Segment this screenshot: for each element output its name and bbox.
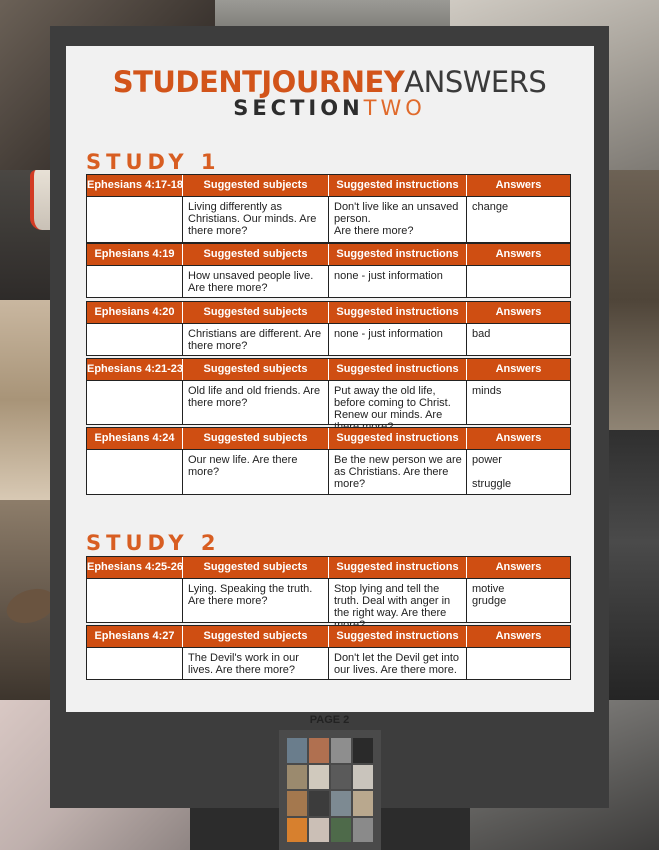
answers-header: Answers xyxy=(495,179,542,191)
instructions-cell: Don't let the Devil get into our lives. Are there more. xyxy=(329,648,467,679)
passage-header: Ephesians 4:21-23 xyxy=(87,359,183,380)
instructions-header: Suggested instructions xyxy=(329,557,467,578)
answers-header: Answers xyxy=(495,432,542,444)
collage-thumbnail xyxy=(279,730,381,850)
study2-table-1 xyxy=(86,556,571,623)
subjects-cell: The Devil's work in our lives. Are there more? xyxy=(183,648,329,679)
subjects-cell: Living differently as Christians. Our minds. Are there more? xyxy=(183,197,329,242)
study1-table-5 xyxy=(86,427,571,495)
thumbnail-tile xyxy=(287,738,307,763)
passage-header: Ephesians 4:19 xyxy=(87,244,183,265)
thumbnail-tile xyxy=(309,765,329,790)
table-header xyxy=(87,244,570,265)
instructions-header: Suggested instructions xyxy=(329,626,467,647)
table-header xyxy=(87,359,570,380)
page-subtitle xyxy=(0,96,659,120)
table-header xyxy=(87,557,570,578)
subjects-header: Suggested subjects xyxy=(183,626,329,647)
table-row xyxy=(87,196,570,242)
instructions-cell: Put away the old life, before coming to Christ. Renew our minds. Are xyxy=(329,381,467,424)
title-student: STUDENT xyxy=(112,65,262,99)
table-header xyxy=(87,302,570,323)
instructions-header: Suggested instructions xyxy=(329,175,467,196)
subjects-header: Suggested subjects xyxy=(183,244,329,265)
passage-header: Ephesians 4:17-18 xyxy=(87,175,183,196)
thumbnail-tile xyxy=(331,791,351,816)
table-row xyxy=(87,380,570,424)
table-header xyxy=(87,626,570,647)
table-row xyxy=(87,449,570,494)
answers-cell xyxy=(467,648,570,679)
passage-cell xyxy=(87,579,183,622)
subjects-header: Suggested subjects xyxy=(183,175,329,196)
instructions-cell: none - just information xyxy=(329,266,467,297)
study1-table-3 xyxy=(86,301,571,356)
thumbnail-tile xyxy=(331,765,351,790)
passage-header: Ephesians 4:24 xyxy=(87,428,183,449)
study-1-heading: STUDY 1 xyxy=(86,150,221,174)
table-header xyxy=(87,175,570,196)
subtitle-two: TWO xyxy=(363,96,426,120)
table-row xyxy=(87,265,570,297)
table-row xyxy=(87,647,570,679)
passage-cell xyxy=(87,381,183,424)
answers-cell xyxy=(467,266,570,297)
instructions-header: Suggested instructions xyxy=(329,359,467,380)
subjects-cell: Our new life. Are there more? xyxy=(183,450,329,494)
thumbnail-tile xyxy=(353,738,373,763)
passage-cell xyxy=(87,648,183,679)
thumbnail-tile xyxy=(353,791,373,816)
answers-cell: power struggle xyxy=(472,454,512,490)
thumbnail-tile xyxy=(287,765,307,790)
instructions-header: Suggested instructions xyxy=(329,428,467,449)
instructions-cell: Don't live like an unsaved person. Are there more? xyxy=(329,197,467,242)
study1-table-4 xyxy=(86,358,571,425)
instructions-cell: Stop lying and tell the truth. Deal with anger in the right way. Are there xyxy=(329,579,467,622)
thumbnail-tile xyxy=(287,818,307,843)
study1-table-2 xyxy=(86,243,571,298)
answers-header: Answers xyxy=(495,630,542,642)
answers-cell: minds xyxy=(472,385,502,397)
passage-cell xyxy=(87,266,183,297)
subjects-header: Suggested subjects xyxy=(183,428,329,449)
subjects-cell: How unsaved people live. Are there more? xyxy=(183,266,329,297)
passage-header: Ephesians 4:25-26 xyxy=(87,557,183,578)
subjects-header: Suggested subjects xyxy=(183,302,329,323)
passage-cell xyxy=(87,450,183,494)
instructions-cell: none - just information xyxy=(329,324,467,355)
passage-cell xyxy=(87,197,183,242)
thumbnail-tile xyxy=(287,791,307,816)
table-row xyxy=(87,578,570,622)
subjects-header: Suggested subjects xyxy=(183,557,329,578)
study1-table-1 xyxy=(86,174,571,243)
answers-header: Answers xyxy=(495,561,542,573)
answers-cell: motive grudge xyxy=(472,583,507,607)
thumbnail-tile xyxy=(331,738,351,763)
passage-cell xyxy=(87,324,183,355)
thumbnail-tile xyxy=(353,765,373,790)
instructions-header: Suggested instructions xyxy=(329,302,467,323)
page-number: PAGE 2 xyxy=(309,714,350,726)
answers-cell: change xyxy=(472,201,509,213)
page-title xyxy=(0,66,659,98)
study2-table-2 xyxy=(86,625,571,680)
thumbnail-tile xyxy=(331,818,351,843)
thumbnail-tile xyxy=(309,738,329,763)
thumbnail-tile xyxy=(309,818,329,843)
table-header xyxy=(87,428,570,449)
study-2-heading: STUDY 2 xyxy=(86,531,221,555)
passage-header: Ephesians 4:20 xyxy=(87,302,183,323)
instructions-cell: Be the new person we are as Christians. Are there more? xyxy=(329,450,467,494)
subjects-header: Suggested subjects xyxy=(183,359,329,380)
answers-cell: bad xyxy=(472,328,491,340)
thumbnail-tile xyxy=(309,791,329,816)
passage-header: Ephesians 4:27 xyxy=(87,626,183,647)
subjects-cell: Old life and old friends. Are there more? xyxy=(183,381,329,424)
instructions-header: Suggested instructions xyxy=(329,244,467,265)
subjects-cell: Christians are different. Are there more? xyxy=(183,324,329,355)
answers-header: Answers xyxy=(495,306,542,318)
subtitle-section: SECTION xyxy=(233,96,364,120)
thumbnail-tile xyxy=(353,818,373,843)
title-answers: ANSWERS xyxy=(404,65,547,99)
table-row xyxy=(87,323,570,355)
subjects-cell: Lying. Speaking the truth. Are there more? xyxy=(183,579,329,622)
title-journey: JOURNEY xyxy=(261,65,405,99)
answers-header: Answers xyxy=(495,363,542,375)
answers-header: Answers xyxy=(495,248,542,260)
